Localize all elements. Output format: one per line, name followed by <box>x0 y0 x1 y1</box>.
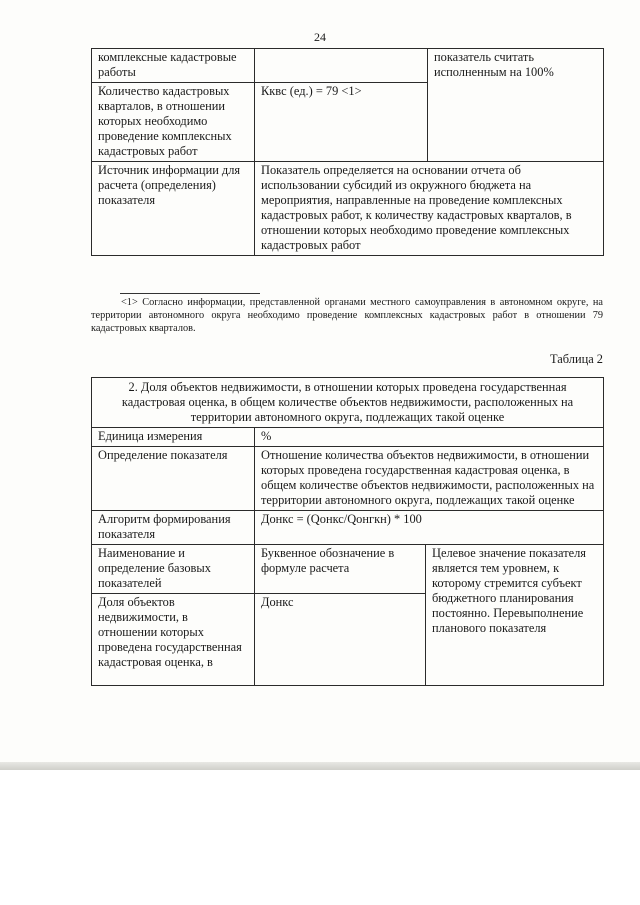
page-edge <box>0 762 640 770</box>
table-cell: Доля объектов недвижимости, в отношении которых проведена государственная кадастровая оценка, в <box>92 594 255 686</box>
unit-value: % <box>255 428 604 447</box>
unit-label: Единица измерения <box>92 428 255 447</box>
table-cell-merged: показатель считать исполненным на 100% <box>428 49 604 162</box>
definition-value: Отношение количества объектов недвижимости, в отношении которых проведена государственная кадастровая оценка, в общем количестве объектов недвижимости, расположенных на территории автономного округа, подлежащих такой оценке <box>255 447 604 511</box>
table-cell: Донкс <box>255 594 426 686</box>
table-title: 2. Доля объектов недвижимости, в отношении которых проведена государственная кадастровая оценка, в общем количестве объектов недвижимости, расположенных на территории автономного округа, подлежащих такой оценке <box>92 378 604 428</box>
page-number: 24 <box>314 30 326 44</box>
table-row <box>92 49 604 83</box>
column-header: Буквенное обозначение в формуле расчета <box>255 545 426 594</box>
table-row <box>92 545 604 594</box>
definition-label: Определение показателя <box>92 447 255 511</box>
table-row <box>92 428 604 447</box>
algorithm-label: Алгоритм формирования показателя <box>92 511 255 545</box>
algorithm-value: Донкс = (Qонкс/Qонгкн) * 100 <box>255 511 604 545</box>
table-row <box>92 378 604 428</box>
formula-cell: Кквc (ед.) = 79 <1> <box>255 83 428 162</box>
indicator-table-2 <box>91 377 604 686</box>
table-cell: комплексные кадастровые работы <box>92 49 255 83</box>
footnote: <1> Согласно информации, представленной органами местного самоуправления в автономном округе, на территории автономного округа необходимо проведение комплексных кадастровых работ в отношении 79 кадастровых кварталов. <box>91 297 603 334</box>
source-label: Источник информации для расчета (определения) показателя <box>92 162 255 256</box>
source-value: Показатель определяется на основании отчета об использовании субсидий из окружного бюджета на мероприятия, направленные на проведение комплексных кадастровых работ, к количеству кадастровых кварталов, в отношении которых необходимо проведение комплексных кадастровых работ <box>255 162 604 256</box>
footnote-divider <box>120 293 260 294</box>
table-label: Таблица 2 <box>550 352 603 366</box>
column-header: Наименование и определение базовых показателей <box>92 545 255 594</box>
table-cell <box>255 49 428 83</box>
table-row <box>92 162 604 256</box>
indicator-table-1 <box>91 48 604 256</box>
table-row <box>92 447 604 511</box>
target-value-cell: Целевое значение показателя является тем уровнем, к которому стремится субъект бюджетного планирования постоянно. Перевыполнение планового показателя <box>426 545 604 686</box>
table-row <box>92 511 604 545</box>
table-cell: Количество кадастровых кварталов, в отношении которых необходимо проведение комплексных кадастровых работ <box>92 83 255 162</box>
